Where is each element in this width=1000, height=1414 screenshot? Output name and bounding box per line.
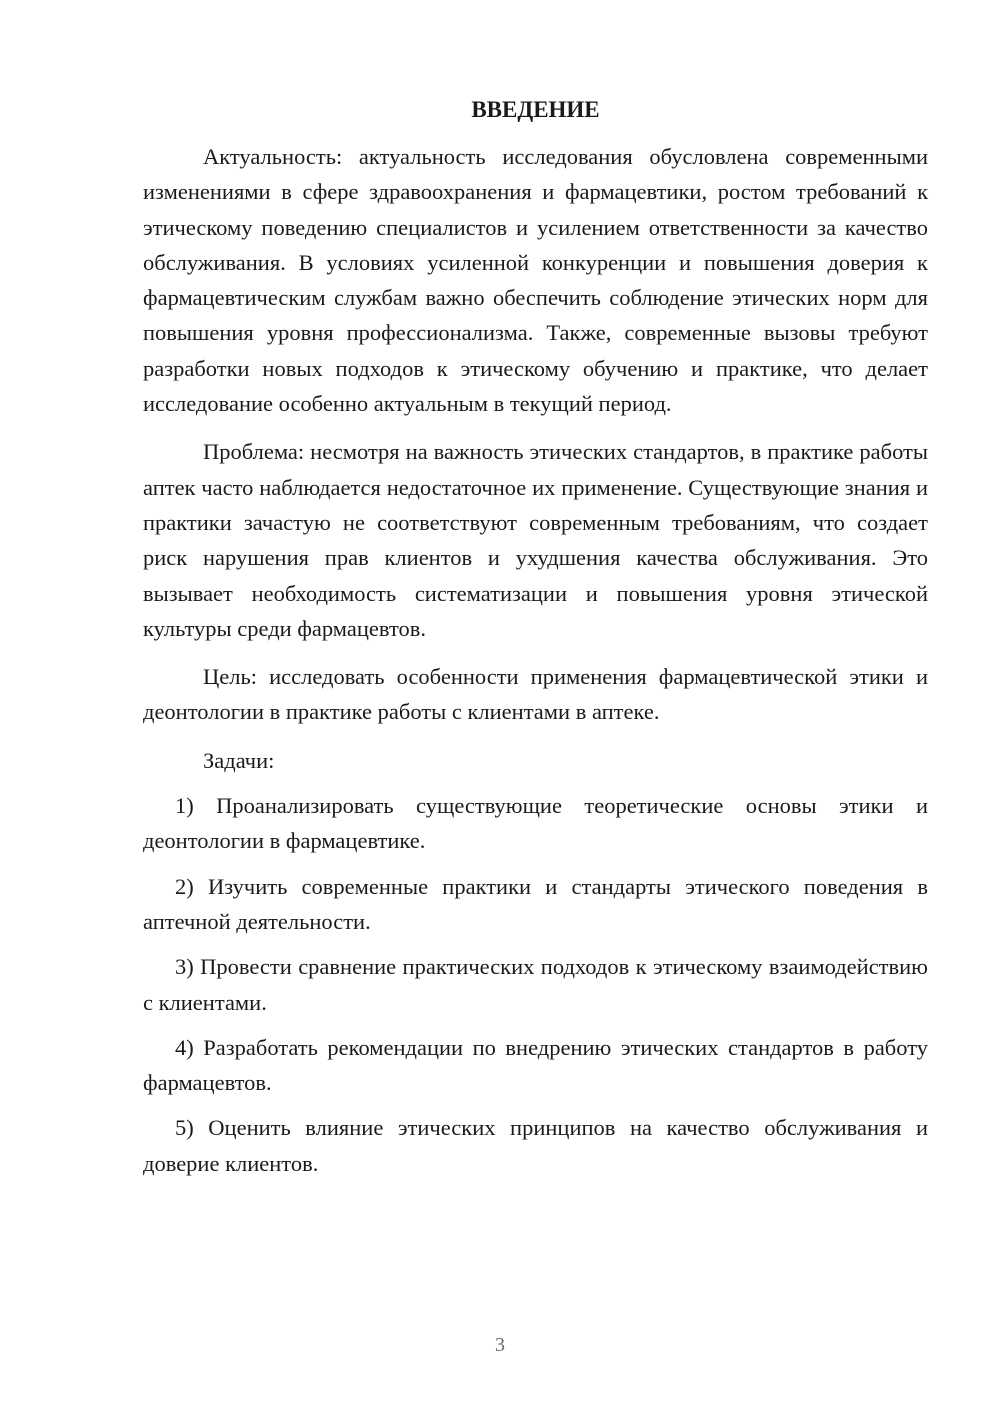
- page-number: 3: [495, 1334, 505, 1356]
- task-item: 4) Разработать рекомендации по внедрению этических стандартов в работу фармацевтов.: [143, 1034, 928, 1096]
- task-item: 5) Оценить влияние этических принципов на качество обслуживания и доверие клиентов.: [143, 1115, 928, 1176]
- task-item: 3) Провести сравнение практических подходов к этическому взаимодействию с клиентами.: [143, 954, 928, 1015]
- paragraph-goal: Цель: исследовать особенности применения фармацевтической этики и деонтологии в практике работы с клиентами в аптеке.: [143, 664, 928, 725]
- task-item: 1) Проанализировать существующие теоретические основы этики и деонтологии в фармацевтике.: [143, 793, 928, 854]
- task-item: 2) Изучить современные практики и стандарты этического поведения в аптечной деятельности.: [143, 873, 928, 934]
- tasks-heading: Задачи:: [203, 747, 275, 773]
- paragraph-problem: Проблема: несмотря на важность этических стандартов, в практике работы аптек часто наблюдается недостаточное их применение. Существующие знания и практики зачастую не соответствуют современным требованиям, что создает риск нарушения прав клиентов и ухудшения качества обслуживания. Это вызывает необходимость систематизации и повышения уровня этической культуры среди фармацевтов.: [143, 439, 928, 641]
- section-title: ВВЕДЕНИЕ: [471, 97, 600, 122]
- paragraph-relevance: Актуальность: актуальность исследования обусловлена современными изменениями в сфере здравоохранения и фармацевтики, ростом требований к этическому поведению специалистов и усилением ответственности за качество обслуживания. В условиях усиленной конкуренции и повышения доверия к фармацевтическим службам важно обеспечить соблюдение этических норм для повышения уровня профессионализма. Также, современные вызовы требуют разработки новых подходов к этическому обучению и практике, что делает исследование особенно актуальным в текущий период.: [143, 144, 928, 417]
- document-page: [143, 92, 928, 1181]
